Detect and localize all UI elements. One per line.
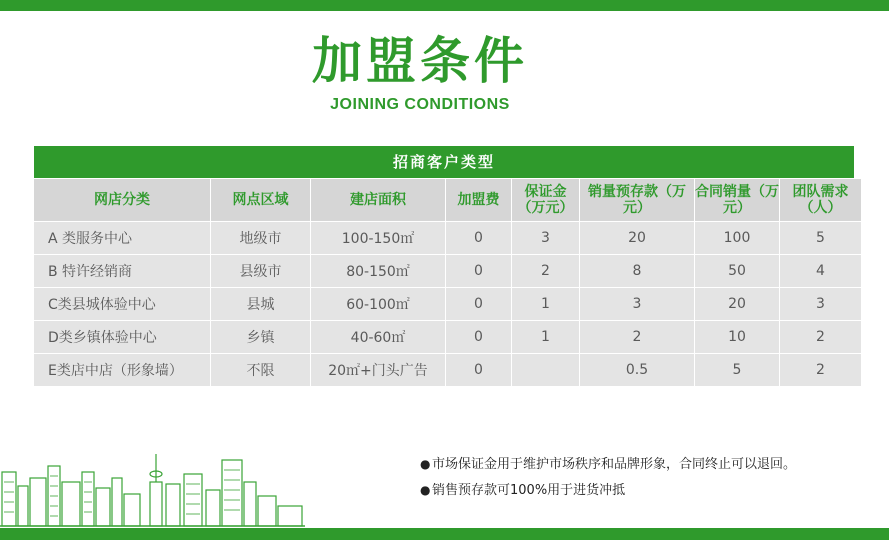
table-cell: 5: [780, 222, 861, 254]
table-cell: C类县城体验中心: [34, 288, 210, 320]
table-cell: 10: [695, 321, 779, 353]
table-cell: 40-60㎡: [311, 321, 445, 353]
page-subtitle: JOINING CONDITIONS: [330, 96, 510, 113]
table-cell: 县级市: [211, 255, 310, 287]
table-cell: 2: [512, 255, 579, 287]
table-cell: 100-150㎡: [311, 222, 445, 254]
city-skyline-illustration: [0, 452, 305, 528]
table-cell: 乡镇: [211, 321, 310, 353]
table-cell: D类乡镇体验中心: [34, 321, 210, 353]
table-cell: E类店中店（形象墙）: [34, 354, 210, 386]
note-item: [420, 456, 880, 473]
table-cell: 县城: [211, 288, 310, 320]
table-cell: 3: [780, 288, 861, 320]
table-cell: 20㎡+门头广告: [311, 354, 445, 386]
bullet-icon: ●: [420, 483, 431, 497]
table-cell: 2: [780, 354, 861, 386]
table-cell: 3: [512, 222, 579, 254]
page-title: 加盟条件: [312, 32, 528, 90]
table-cell: 不限: [211, 354, 310, 386]
table-header: 招商客户类型: [34, 146, 854, 178]
table-cell: 0: [446, 255, 511, 287]
note-text: 市场保证金用于维护市场秩序和品牌形象，合同终止可以退回。: [432, 457, 797, 472]
table-cell: 0: [446, 288, 511, 320]
table-grid: [34, 178, 854, 386]
bullet-icon: ●: [420, 457, 431, 471]
table-cell: 0.5: [580, 354, 694, 386]
table-cell: 2: [780, 321, 861, 353]
table-cell: B 特许经销商: [34, 255, 210, 287]
table-cell: 3: [580, 288, 694, 320]
column-header: 团队需求（人）: [780, 179, 861, 221]
table-cell: 80-150㎡: [311, 255, 445, 287]
conditions-table: [34, 146, 854, 386]
note-item: [420, 482, 880, 499]
note-text: 销售预存款可100%用于进货冲抵: [432, 483, 626, 498]
table-cell: 4: [780, 255, 861, 287]
table-cell: 1: [512, 288, 579, 320]
bottom-green-bar: [0, 528, 889, 540]
table-cell: 地级市: [211, 222, 310, 254]
table-cell: 20: [580, 222, 694, 254]
top-green-bar: [0, 0, 889, 11]
table-cell: 50: [695, 255, 779, 287]
table-cell: 1: [512, 321, 579, 353]
table-cell: 0: [446, 222, 511, 254]
table-cell: 20: [695, 288, 779, 320]
table-cell: 0: [446, 321, 511, 353]
column-header: 销量预存款（万元）: [580, 179, 694, 221]
column-header: 合同销量（万元）: [695, 179, 779, 221]
table-cell: 100: [695, 222, 779, 254]
table-cell: [512, 354, 579, 386]
table-cell: 8: [580, 255, 694, 287]
column-header: 网店分类: [34, 179, 210, 221]
table-cell: 60-100㎡: [311, 288, 445, 320]
table-cell: 5: [695, 354, 779, 386]
table-cell: 0: [446, 354, 511, 386]
table-cell: A 类服务中心: [34, 222, 210, 254]
column-header: 建店面积: [311, 179, 445, 221]
column-header: 保证金（万元）: [512, 179, 579, 221]
table-cell: 2: [580, 321, 694, 353]
column-header: 加盟费: [446, 179, 511, 221]
notes-list: [420, 456, 880, 508]
column-header: 网点区域: [211, 179, 310, 221]
